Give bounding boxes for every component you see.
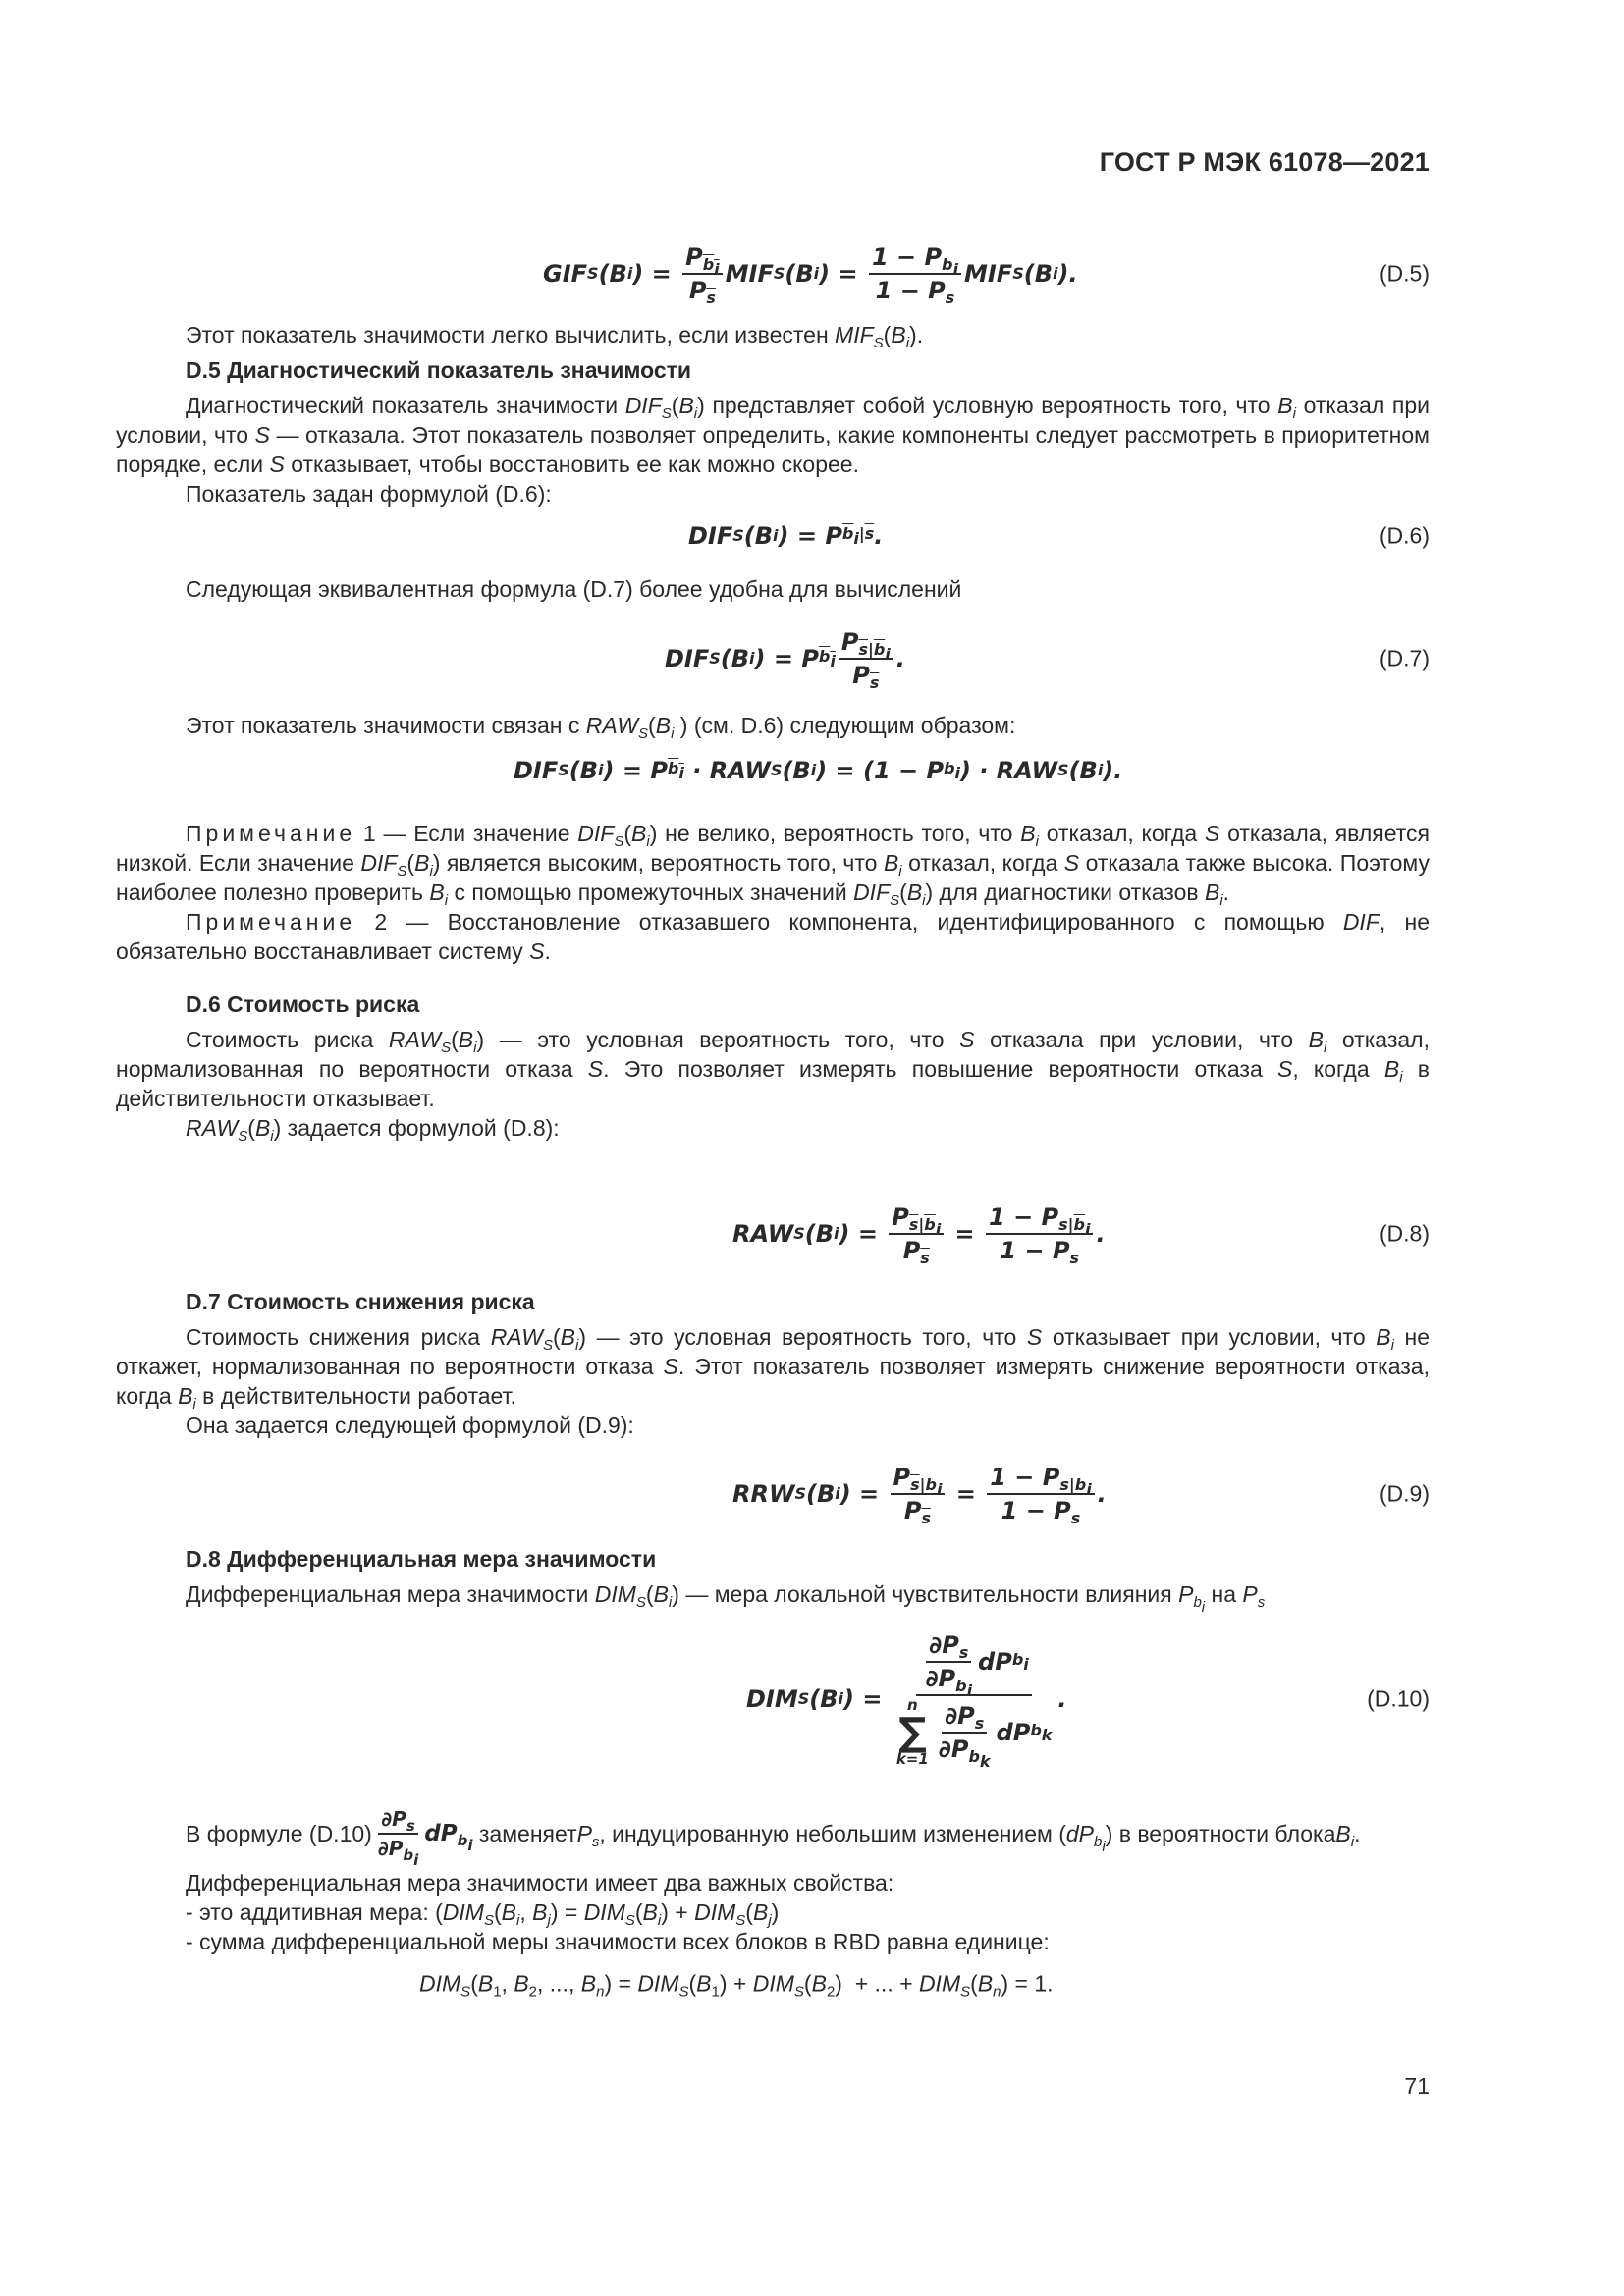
equation-number: (D.5)	[1379, 260, 1430, 287]
equation-number: (D.10)	[1367, 1685, 1430, 1712]
paragraph: Стоимость риска $RAW_S(B_i)$ — это условная вероятность того, что S отказала при условии, что $B_i$ отказал, нормализованная по вероятности отказа S. Это позволяет измерять повышение вероятности отказа S, когда $B_i$ в действительности отказывает.	[116, 1027, 1430, 1111]
formula-dif-alt: DIF S (B i ) = P $b_i$ $\frac{P_{\overline{s}|\overline{b}_i}}{P_{\overline{s}}}$ .	[665, 628, 905, 692]
equation-number: (D.6)	[1379, 522, 1430, 549]
paragraph: Этот показатель значимости связан с $RAW_S(B_i$ ) (см. D.6) следующим образом:	[186, 713, 1016, 742]
equation-number: (D.7)	[1379, 645, 1430, 671]
formula-raw: RAW S (B i ) = $\frac{P_{\overline{s}|\overline{b}_i}}{P_{\overline{s}}}$ = $\frac{1 - P_{s|\overline{b}_i}}{1 - P_s}$ .	[732, 1203, 1106, 1267]
formula-rrw: RRW S (B i ) = $\frac{P_{\overline{s}|b_i}}{P_{\overline{s}}}$ = $\frac{1 - P_{s|b_i}}{1 - P_s}$ .	[732, 1464, 1107, 1527]
paragraph: Показатель задан формулой (D.6):	[186, 481, 552, 507]
equation-d6	[116, 522, 1430, 550]
paragraph: Диагностический показатель значимости $DIF_S(B_i)$ представляет собой условную вероятность того, что $B_i$ отказал при условии, что S — отказала. Этот показатель позволяет определить, какие компоненты следует рассмотреть в приоритетном порядке, если S отказывает, чтобы восстановить ее как можно скорее.	[116, 393, 1430, 477]
equation-d10	[116, 1631, 1430, 1771]
equation-number: (D.8)	[1379, 1220, 1430, 1247]
note-1: Примечание 1 — Если значение $DIF_S(B_i)$ не велико, вероятность того, что $B_i$ отказал, когда S отказала, является низкой. Если значение $DIF_S(B_i)$ является высоким, вероятность того, что $B_i$ отказал, когда S отказала также высока. Поэтому наиболее полезно проверить $B_i$ с помощью промежуточных значений $DIF_S(B_i)$ для диагностики отказов $B_i$.	[116, 821, 1430, 909]
equation-d9	[116, 1464, 1430, 1527]
formula-dif-raw: DIF S (B i ) = P $b_i$ · RAW S (B i ) = (1 − P $b_i$ ) · RAW S (B i ).	[514, 757, 1123, 784]
section-heading-d7: D.7 Стоимость снижения риска	[186, 1289, 535, 1314]
formula-gif: GIF S (B i ) = $\frac{P_{b_i}}{P_{\overline{s}}}$ MIF S (B i ) = $\frac{1 - P_{b_i}}{1 - P_s}$ MIF S (B i ).	[543, 243, 1078, 307]
equation-d7	[116, 628, 1430, 692]
paragraph: Стоимость снижения риска $RAW_S(B_i)$ — это условная вероятность того, что S отказывает при условии, что $B_i$ не откажет, нормализованная по вероятности отказа S. Этот показатель позволяет измерять снижение вероятности отказа, когда $B_i$ в действительности работает.	[116, 1324, 1430, 1413]
equation-d8	[116, 1203, 1430, 1267]
formula-dif: DIF S (B i ) = P $\overline{b}_i|\overline{s}$ .	[688, 522, 884, 550]
section-heading-d8: D.8 Дифференциальная мера значимости	[186, 1546, 657, 1572]
paragraph: Следующая эквивалентная формула (D.7) более удобна для вычислений	[186, 576, 962, 602]
section-heading-d5: D.5 Диагностический показатель значимости	[186, 357, 692, 383]
list-item: - это аддитивная мера: ($DIM_S(B_i$, $B_j) = DIM_S(B_i) + DIM_S(B_j)$	[186, 1899, 780, 1929]
formula-dim-sum: $DIM_S(B_1$, $B_2$, ..., $B_n) = DIM_S(B_1) + DIM_S(B_2)$ + ... + $DIM_S(B_n) = 1$.	[419, 1970, 1054, 2001]
equation-d5	[116, 243, 1430, 307]
paragraph: Этот показатель значимости легко вычислить, если известен $MIF_S(B_i)$.	[186, 322, 924, 351]
text-block-notes	[116, 819, 1430, 1143]
equation-number: (D.9)	[1379, 1480, 1430, 1507]
paragraph: Дифференциальная мера значимости $DIM_S(B_i)$ — мера локальной чувствительности влияния $P_{b_i}$ на $P_s$	[186, 1581, 1266, 1616]
section-heading-d6: D.6 Стоимость риска	[186, 991, 420, 1017]
text-block-1	[116, 320, 1430, 508]
paragraph: В формуле (D.10) $\frac{\partial P_s}{\partial P_{b_i}}$ $dP_{b_i}$ заменяет $P_s$ , индуцированную небольшим изменением ( $dP_{b_i}$ ) в вероятности блока $B_i$ .	[186, 1807, 1361, 1869]
equation-dif-raw	[116, 757, 1430, 784]
text-block-4	[116, 1287, 1430, 1440]
paragraph: $RAW_S(B_i)$ задается формулой (D.8):	[186, 1115, 560, 1145]
text-block-5	[116, 1544, 1430, 1616]
equation-dim-sum	[116, 1970, 1430, 2001]
list-item: - сумма дифференциальной меры значимости всех блоков в RBD равна единице:	[186, 1929, 1050, 1954]
paragraph: Она задается следующей формулой (D.9):	[186, 1413, 634, 1438]
page-number: 71	[1404, 2073, 1430, 2099]
formula-dim: DIM S (B i ) = $\frac{\partial P_s}{\partial P_{b_i}}$ dP $b_i$ n ∑ k=1 $\frac{\partial P_s}{\partial P_{b_k}}$ dP $b_k$ .	[746, 1631, 1067, 1771]
document-header: ГОСТ Р МЭК 61078—2021	[1099, 147, 1430, 177]
note-2: Примечание 2 — Восстановление отказавшего компонента, идентифицированного с помощью DIF, не обязательно восстанавливает систему S.	[116, 909, 1430, 964]
text-block-2	[116, 574, 1430, 604]
text-block-3	[116, 711, 1430, 740]
paragraph: Дифференциальная мера значимости имеет два важных свойства:	[186, 1870, 894, 1896]
text-block-6	[116, 1807, 1430, 1956]
